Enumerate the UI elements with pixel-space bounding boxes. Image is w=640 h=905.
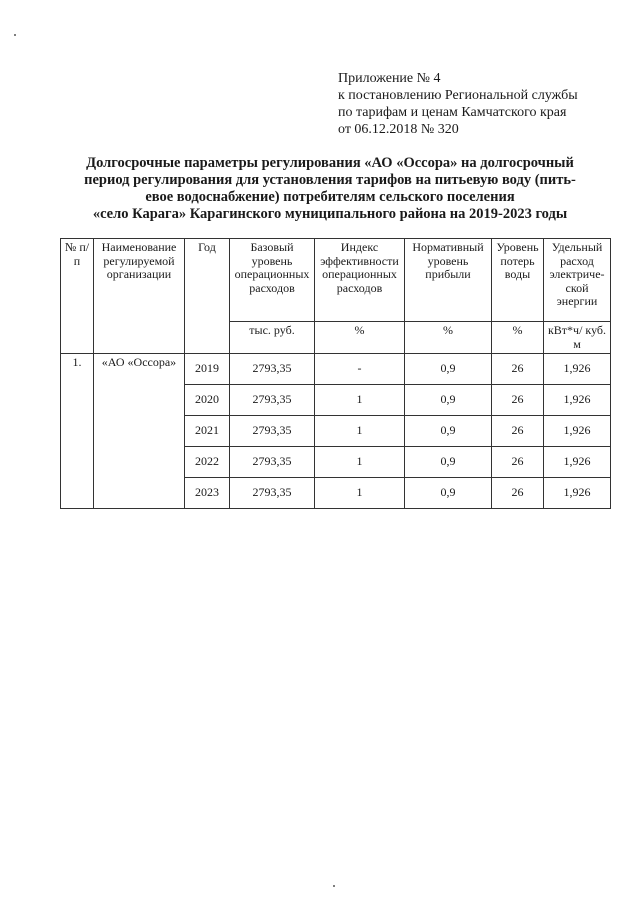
header-base-costs: Базовый уровень операционных расходов (230, 239, 315, 322)
cell-base: 2793,35 (230, 447, 315, 478)
cell-year: 2022 (185, 447, 230, 478)
cell-no: 1. (61, 354, 94, 509)
cell-index: 1 (315, 385, 405, 416)
cell-energy: 1,926 (544, 447, 611, 478)
header-profit-level: Нормативный уровень прибыли (405, 239, 492, 322)
cell-energy: 1,926 (544, 385, 611, 416)
cell-index: 1 (315, 447, 405, 478)
cell-profit: 0,9 (405, 478, 492, 509)
table-row (61, 354, 611, 385)
document-title (40, 155, 620, 223)
cell-year: 2021 (185, 416, 230, 447)
appendix-line: от 06.12.2018 № 320 (338, 122, 459, 137)
cell-loss: 26 (492, 416, 544, 447)
header-water-loss: Уровень потерь воды (492, 239, 544, 322)
parameters-table (60, 238, 611, 509)
cell-profit: 0,9 (405, 385, 492, 416)
cell-year: 2023 (185, 478, 230, 509)
appendix-reference (338, 70, 628, 138)
header-energy-consumption: Удельный расход электриче-ской энергии (544, 239, 611, 322)
cell-base: 2793,35 (230, 478, 315, 509)
header-row (61, 239, 611, 322)
unit-base: тыс. руб. (230, 322, 315, 354)
header-year: Год (185, 239, 230, 354)
cell-index: - (315, 354, 405, 385)
cell-year: 2019 (185, 354, 230, 385)
scan-speck (333, 885, 335, 887)
title-line: евое водоснабжение) потребителям сельского поселения (145, 189, 515, 205)
cell-base: 2793,35 (230, 385, 315, 416)
cell-loss: 26 (492, 447, 544, 478)
cell-energy: 1,926 (544, 416, 611, 447)
title-line: период регулирования для установления тарифов на питьевую воду (пить- (84, 172, 576, 188)
cell-profit: 0,9 (405, 354, 492, 385)
appendix-line: к постановлению Региональной службы (338, 88, 578, 103)
cell-index: 1 (315, 478, 405, 509)
unit-index: % (315, 322, 405, 354)
cell-index: 1 (315, 416, 405, 447)
title-line: Долгосрочные параметры регулирования «АО «Оссора» на долгосрочный (86, 155, 574, 171)
unit-loss: % (492, 322, 544, 354)
appendix-line: Приложение № 4 (338, 71, 441, 86)
cell-loss: 26 (492, 385, 544, 416)
title-line: «село Карага» Карагинского муниципального района на 2019-2023 годы (92, 206, 568, 222)
header-org: Наименование регулируемой организации (94, 239, 185, 354)
cell-loss: 26 (492, 354, 544, 385)
cell-loss: 26 (492, 478, 544, 509)
unit-profit: % (405, 322, 492, 354)
header-efficiency-index: Индекс эффективности операционных расходов (315, 239, 405, 322)
cell-base: 2793,35 (230, 354, 315, 385)
cell-year: 2020 (185, 385, 230, 416)
cell-base: 2793,35 (230, 416, 315, 447)
unit-energy: кВт*ч/ куб. м (544, 322, 611, 354)
appendix-line: по тарифам и ценам Камчатского края (338, 105, 567, 120)
cell-profit: 0,9 (405, 447, 492, 478)
cell-org-name: «АО «Оссора» (94, 354, 185, 509)
cell-energy: 1,926 (544, 354, 611, 385)
header-no: № п/п (61, 239, 94, 354)
scan-speck (14, 34, 16, 36)
cell-profit: 0,9 (405, 416, 492, 447)
cell-energy: 1,926 (544, 478, 611, 509)
